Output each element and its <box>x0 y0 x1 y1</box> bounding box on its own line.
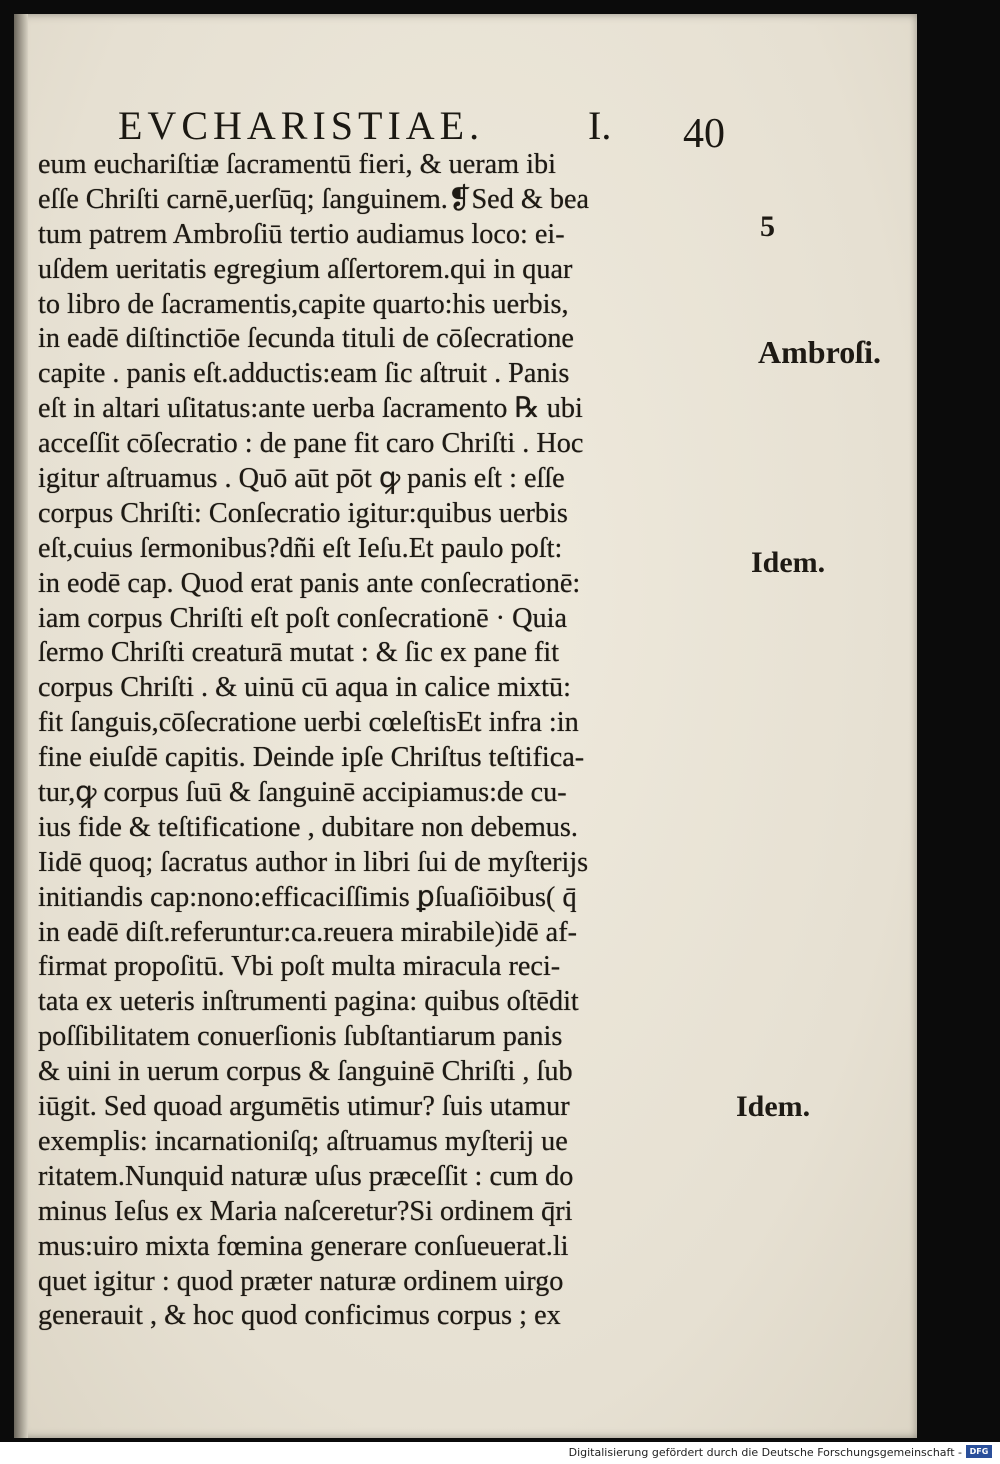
text-line: & uini in uerum corpus & ſanguinē Chriſti , ſub <box>38 1056 573 1088</box>
text-line: mus:uiro mixta fœmina generare conſueuerat.li <box>38 1230 569 1262</box>
text-line: acceſſit cōſecratio : de pane fit caro Chriſti . Hoc <box>38 428 584 460</box>
text-line: iūgit. Sed quoad argumētis utimur? ſuis utamur <box>38 1091 570 1123</box>
text-line: fine eiuſdē capitis. Deinde ipſe Chriſtus teſtifica- <box>38 742 585 774</box>
text-line: eſt,cuius ſermonibus?dñi eſt Ieſu.Et paulo poſt: <box>38 532 563 564</box>
text-line: uſdem ueritatis egregium aſſertorem.qui in quar <box>38 253 573 285</box>
text-line: in eadē diſt.referuntur:ca.reuera mirabile)idē af- <box>38 916 578 948</box>
text-line: fit ſanguis,cōſecratione uerbi cœleſtisEt infra :in <box>38 707 579 739</box>
text-line: eum euchariſtiæ ſacramentū fieri, & ueram ibi <box>38 149 556 180</box>
text-line: minus Ieſus ex Maria naſceretur?Si ordinem q̄ri <box>38 1195 573 1227</box>
folio-number: 40 <box>683 111 725 157</box>
text-line: tum patrem Ambroſiū tertio audiamus loco: ei- <box>38 218 565 250</box>
text-line: corpus Chriſti: Conſecratio igitur:quibus uerbis <box>38 497 568 529</box>
running-head <box>118 102 738 157</box>
running-head-title: EVCHARISTIAE. <box>118 103 485 148</box>
margin-note-5: 5 <box>760 210 775 243</box>
text-line: eſſe Chriſti carnē,uerſūq; ſanguinem.❡Sed & bea <box>38 183 590 215</box>
margin-note-idem-2: Idem. <box>736 1090 811 1123</box>
text-line: in eodē cap. Quod erat panis ante conſecrationē: <box>38 567 581 599</box>
text-line: igitur aſtruamus . Quō aūt pōt ꝙ panis eſt : eſſe <box>38 463 565 495</box>
text-line: iam corpus Chriſti eſt poſt conſecrationē · Quia <box>38 602 567 634</box>
text-line: eſt in altari uſitatus:ante uerba ſacramento ℞ ubi <box>38 393 583 425</box>
dfg-logo: DFG <box>966 1445 992 1458</box>
text-line: generauit , & hoc quod conficimus corpus ; ex <box>38 1300 561 1332</box>
text-line: firmat propoſitū. Vbi poſt multa miracula reci- <box>38 951 561 983</box>
text-line: capite . panis eſt.adductis:eam ſic aſtruit . Panis <box>38 358 570 390</box>
text-line: ius fide & teſtificatione , dubitare non debemus. <box>38 811 578 843</box>
margin-note-idem-1: Idem. <box>751 546 826 579</box>
text-line: initiandis cap:nono:efficaciſſimis ꝑſuaſiōibus( q̄ <box>38 881 577 913</box>
text-line: exemplis: incarnationiſq; aſtruamus myſterij ue <box>38 1125 568 1157</box>
margin-note-ambrosi: Ambroſi. <box>758 334 881 370</box>
text-line: tur,ꝙ corpus ſuū & ſanguinē accipiamus:de cu- <box>38 777 567 809</box>
running-head-book-numeral: I. <box>588 103 612 148</box>
book-page <box>14 14 917 1438</box>
text-line: Iidē quoq; ſacratus author in libri ſui de myſterijs <box>38 846 589 878</box>
text-line: poſſibilitatem conuerſionis ſubſtantiarum panis <box>38 1021 563 1053</box>
text-line: in eadē diſtinctiōe ſecunda tituli de cōſecratione <box>38 323 574 355</box>
digitization-credit: Digitalisierung gefördert durch die Deutsche Forschungsgemeinschaft - <box>568 1446 962 1459</box>
text-line: tata ex ueteris inſtrumenti pagina: quibus oſtēdit <box>38 986 579 1018</box>
text-line: ritatem.Nunquid naturæ uſus præceſſit : cum do <box>38 1160 574 1192</box>
text-line: to libro de ſacramentis,capite quarto:his uerbis, <box>38 288 569 320</box>
main-text-block <box>38 148 750 1334</box>
page-gutter-shadow <box>14 14 28 1438</box>
text-line: quet igitur : quod præter naturæ ordinem uirgo <box>38 1265 564 1297</box>
text-line: ſermo Chriſti creaturā mutat : & ſic ex pane fit <box>38 637 560 669</box>
text-line: corpus Chriſti . & uinū cū aqua in calice mixtū: <box>38 672 571 704</box>
